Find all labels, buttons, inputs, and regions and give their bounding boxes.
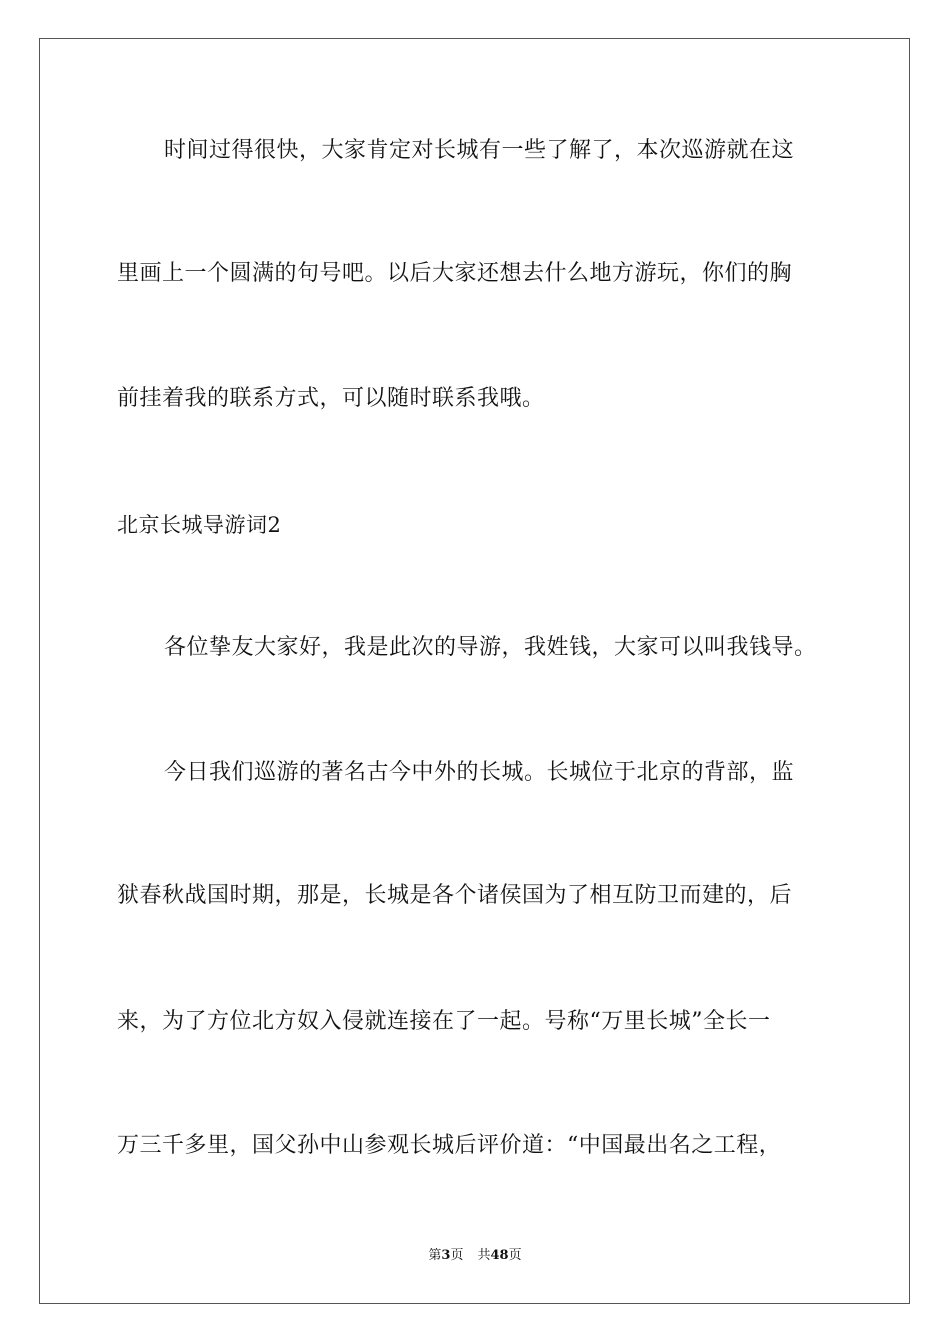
paragraph-line: 来，为了方位北方奴入侵就连接在了一起。号称“万里长城”全长一 (117, 1009, 771, 1034)
page-footer (0, 1248, 950, 1264)
page-prefix: 第 (428, 1248, 442, 1263)
total-suffix: 页 (508, 1248, 522, 1263)
page-frame (39, 38, 910, 1304)
total-prefix: 共 (477, 1248, 491, 1263)
paragraph-line: 里画上一个圆满的句号吧。以后大家还想去什么地方游玩，你们的胸 (117, 261, 793, 286)
section-heading: 北京长城导游词2 (117, 513, 282, 537)
paragraph-line: 前挂着我的联系方式，可以随时联系我哦。 (117, 386, 545, 411)
current-page-number: 3 (441, 1248, 451, 1263)
total-page-count: 48 (490, 1248, 509, 1263)
paragraph-line: 狱春秋战国时期，那是，长城是各个诸侯国为了相互防卫而建的，后 (117, 883, 793, 908)
paragraph-line: 今日我们巡游的著名古今中外的长城。长城位于北京的背部，监 (164, 760, 795, 785)
paragraph-line: 时间过得很快，大家肯定对长城有一些了解了，本次巡游就在这 (164, 138, 795, 163)
paragraph-line: 万三千多里，国父孙中山参观长城后评价道：“中国最出名之工程， (117, 1133, 782, 1158)
paragraph-line: 各位挚友大家好，我是此次的导游，我姓钱，大家可以叫我钱导。 (164, 635, 817, 660)
page-suffix: 页 (450, 1248, 464, 1263)
